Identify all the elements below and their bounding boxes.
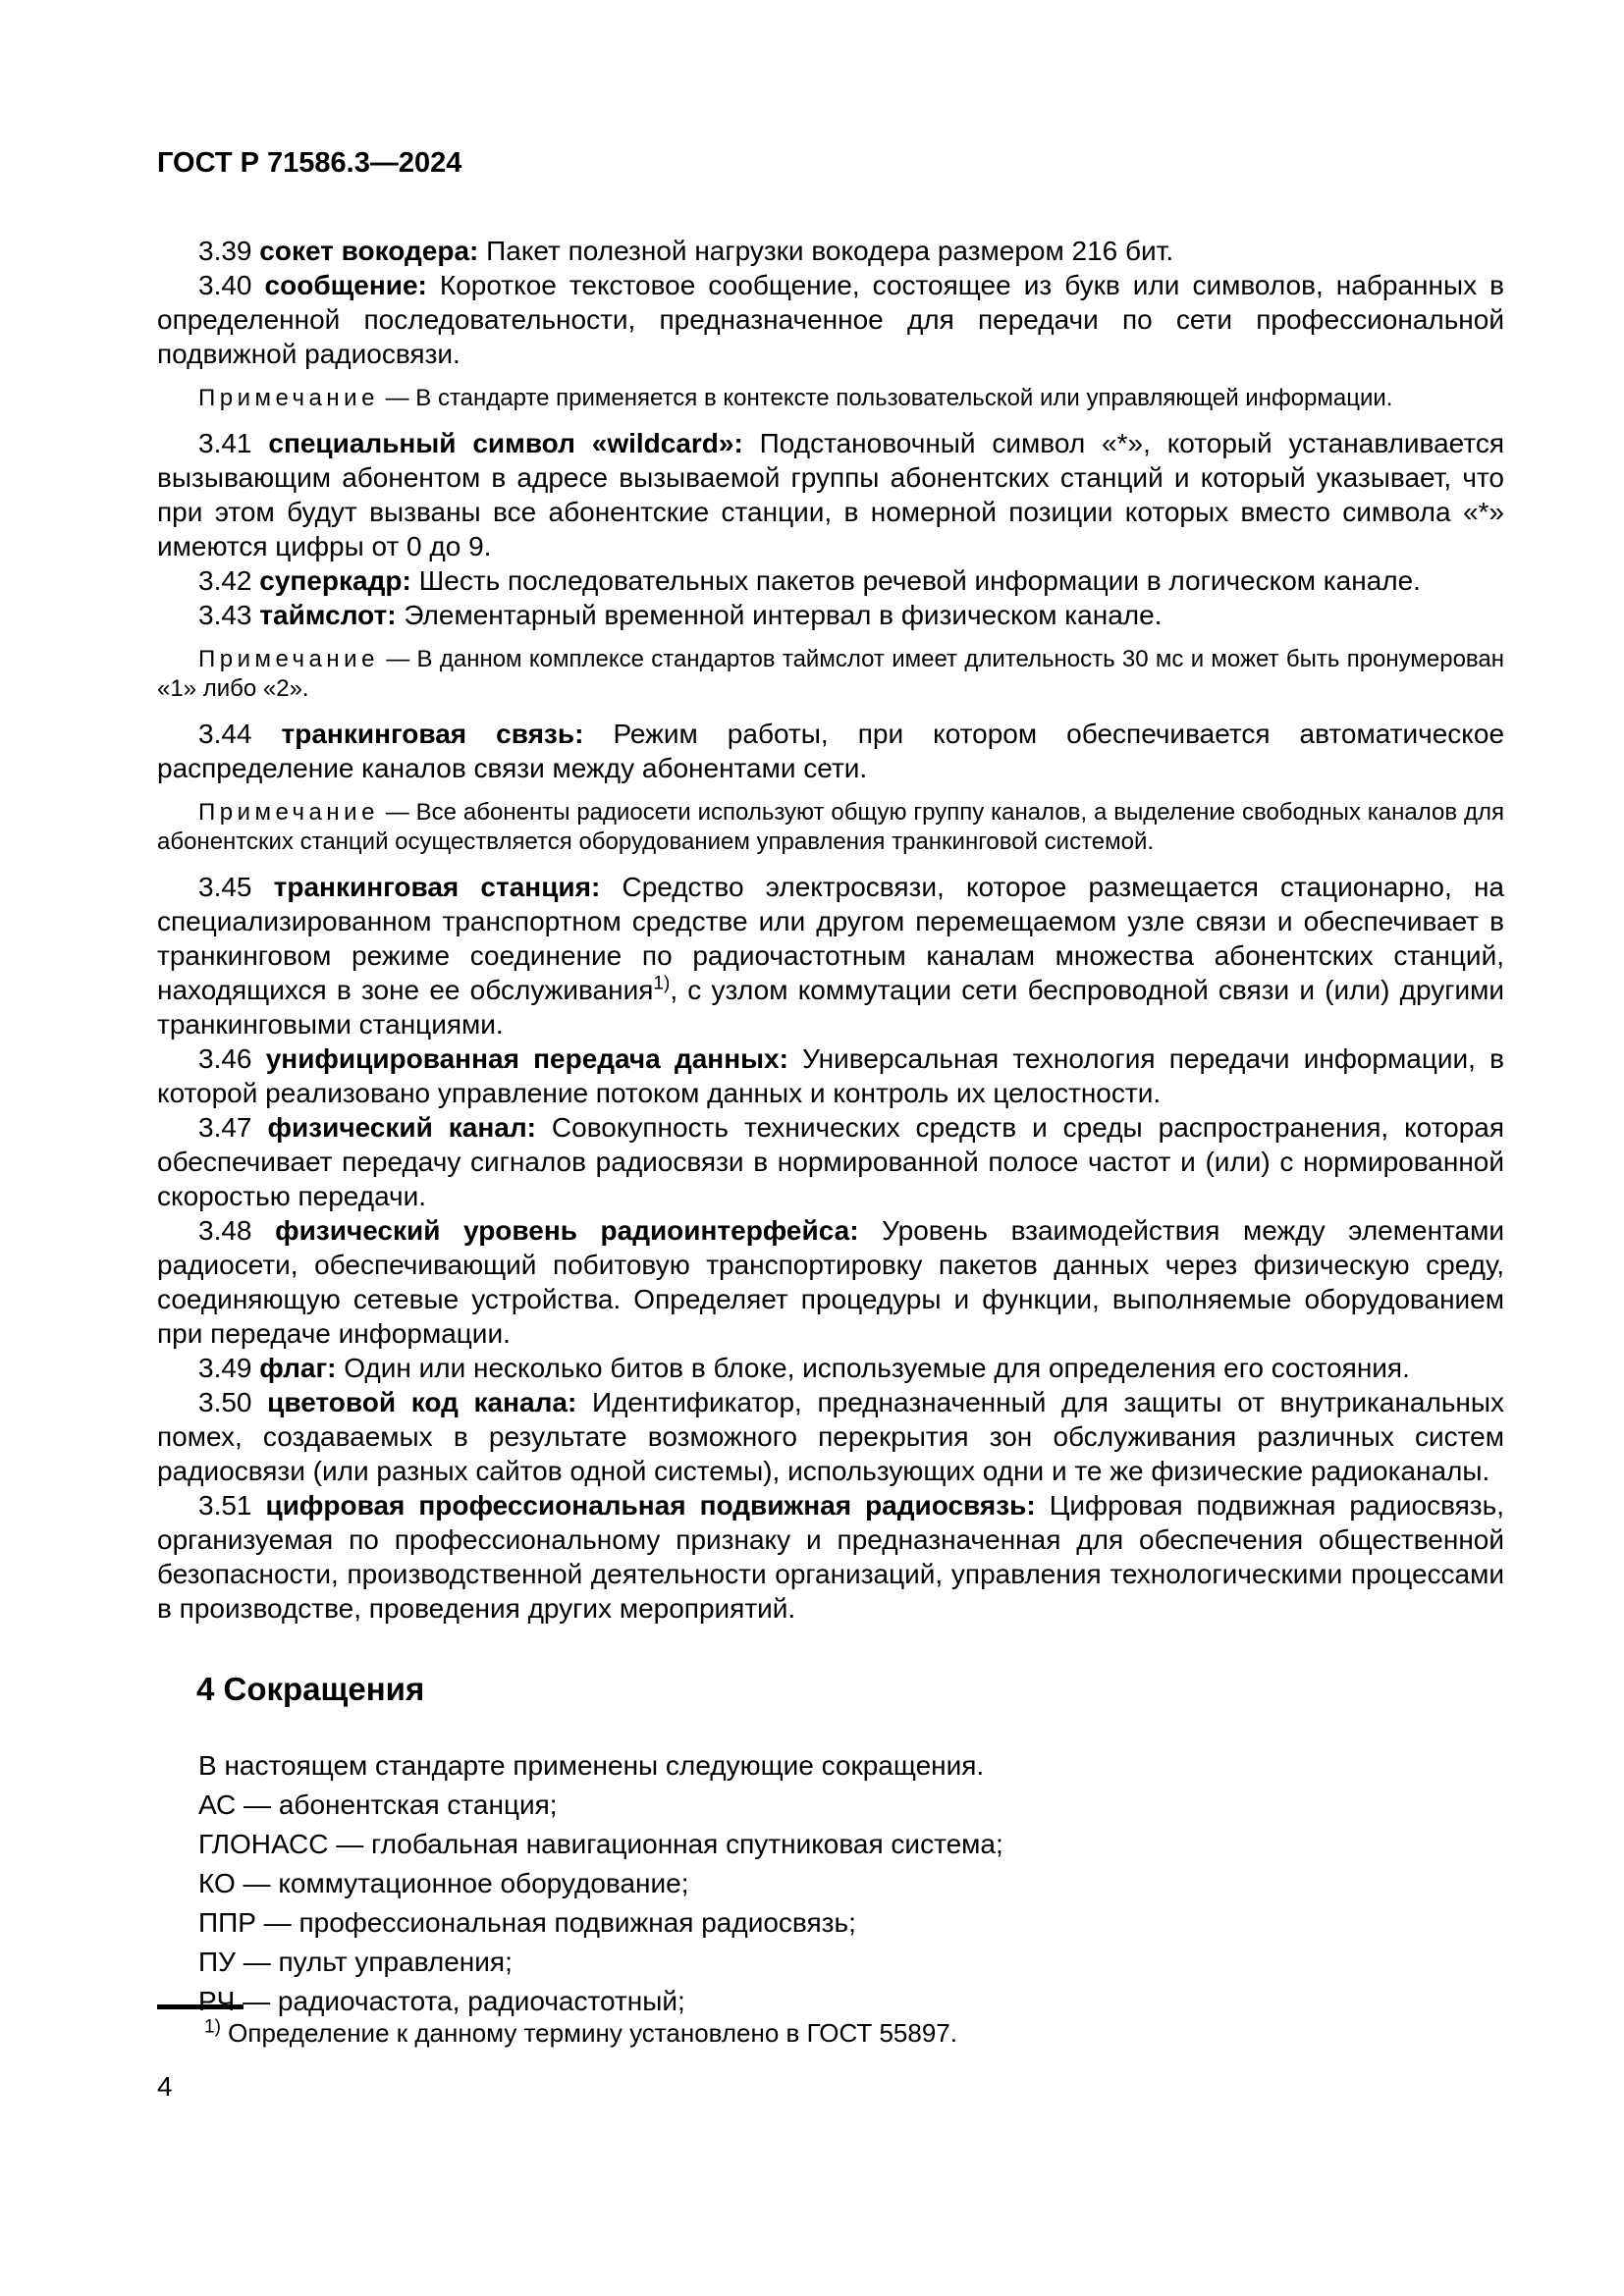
term-number: 3.41 bbox=[198, 428, 252, 458]
term-number: 3.47 bbox=[198, 1112, 252, 1143]
term-name: таймслот: bbox=[259, 600, 397, 630]
term-number: 3.45 bbox=[198, 872, 252, 902]
abbreviation-item-glonass: ГЛОНАСС — глобальная навигационная спутниковая система; bbox=[198, 1829, 1003, 1859]
abbreviations-intro: В настоящем стандарте применены следующие сокращения. bbox=[198, 1750, 985, 1781]
term-name: сообщение: bbox=[264, 270, 427, 300]
page-number: 4 bbox=[157, 2071, 173, 2102]
term-definition: Идентификатор, предназначенный для защиты от внутриканальных помех, создаваемых в результате возможного перекрытия зон обслуживания различных систем радиосвязи (или разных сайтов одной системы), использующих одни и те же физические радиоканалы. bbox=[157, 1387, 1505, 1486]
term-name: транкинговая станция: bbox=[273, 872, 601, 902]
note-text: — В стандарте применяется в контексте пользовательской или управляющей информации. bbox=[385, 385, 1393, 411]
term-number: 3.42 bbox=[198, 565, 252, 596]
term-definition: Цифровая подвижная радиосвязь, организуемая по профессиональному признаку и предназначенная для обеспечения общественной безопасности, производственной деятельности организаций, управления технологическими процессами в производстве, проведения других мероприятий. bbox=[157, 1490, 1505, 1624]
note-text: — Все абоненты радиосети используют общую группу каналов, а выделение свободных каналов для абонентских станций осуществляется оборудованием управления транкинговой системой. bbox=[157, 799, 1504, 855]
note-3-43 bbox=[157, 645, 1504, 704]
term-definition: Короткое текстовое сообщение, состоящее из букв или символов, набранных в определенной последовательности, предназначенное для передачи по сети профессиональной подвижной радиосвязи. bbox=[157, 270, 1504, 369]
term-number: 3.46 bbox=[198, 1043, 252, 1074]
note-text: — В данном комплексе стандартов таймслот имеет длительность 30 мс и может быть пронумерован «1» либо «2». bbox=[157, 646, 1504, 702]
term-3-45 bbox=[157, 870, 1504, 1041]
term-name: суперкадр: bbox=[259, 565, 411, 596]
term-definition-continued: , с узлом коммутации сети беспроводной связи и (или) другими транкинговыми станциями. bbox=[157, 975, 1504, 1040]
footnote bbox=[157, 2004, 1504, 2049]
footnote-body: Определение к данному термину установлено в ГОСТ 55897. bbox=[228, 2018, 957, 2048]
term-definition: Подстановочный символ «*», который устанавливается вызывающим абонентом в адресе вызываемой группы абонентских станций и который указывает, что при этом будут вызваны все абонентские станции, в номерной позиции которых вместо символа «*» имеются цифры от 0 до 9. bbox=[157, 428, 1504, 561]
note-label: Примечание bbox=[198, 799, 379, 826]
term-number: 3.43 bbox=[198, 600, 252, 630]
section-4-heading: 4 Сокращения bbox=[196, 1671, 425, 1707]
term-3-42 bbox=[157, 563, 1504, 598]
term-definition: Уровень взаимодействия между элементами радиосети, обеспечивающий побитовую транспортировку пакетов данных через физическую среду, соединяющую сетевые устройства. Определяет процедуры и функции, выполняемые оборудованием при передаче информации. bbox=[157, 1215, 1505, 1349]
term-number: 3.39 bbox=[198, 236, 252, 266]
footnote-text bbox=[157, 2017, 1504, 2049]
term-name: сокет вокодера: bbox=[259, 236, 479, 266]
note-label: Примечание bbox=[198, 385, 379, 411]
term-name: цифровая профессиональная подвижная радиосвязь: bbox=[265, 1490, 1036, 1521]
term-3-49 bbox=[157, 1351, 1504, 1385]
term-name: транкинговая связь: bbox=[281, 719, 584, 749]
term-definition: Шесть последовательных пакетов речевой информации в логическом канале. bbox=[418, 565, 1421, 596]
term-3-40 bbox=[157, 268, 1504, 371]
note-label: Примечание bbox=[198, 646, 379, 672]
term-3-44 bbox=[157, 717, 1504, 785]
abbreviation-item-pu: ПУ — пульт управления; bbox=[198, 1947, 513, 1977]
footnote-reference: 1) bbox=[653, 973, 671, 994]
footnote-rule bbox=[157, 2004, 244, 2009]
running-header: ГОСТ Р 71586.3—2024 bbox=[157, 147, 462, 179]
term-name: цветовой код канала: bbox=[267, 1387, 577, 1417]
term-definition: Средство электросвязи, которое размещается стационарно, на специализированном транспортном средстве или другом перемещаемом узле связи и обеспечивает в транкинговом режиме соединение по радиочастотным каналам множества абонентских станций, находящихся в зоне ее обслуживания bbox=[157, 872, 1504, 1005]
term-3-51 bbox=[157, 1488, 1504, 1626]
term-number: 3.51 bbox=[198, 1490, 252, 1521]
term-definition: Режим работы, при котором обеспечивается автоматическое распределение каналов связи между абонентами сети. bbox=[157, 719, 1505, 783]
term-definition: Совокупность технических средств и среды распространения, которая обеспечивает передачу сигналов радиосвязи в нормированной полосе частот и (или) с нормированной скоростью передачи. bbox=[157, 1112, 1505, 1211]
term-3-43 bbox=[157, 598, 1504, 632]
term-definition: Элементарный временной интервал в физическом канале. bbox=[404, 600, 1163, 630]
term-number: 3.48 bbox=[198, 1215, 252, 1246]
abbreviation-item-ko: КО — коммутационное оборудование; bbox=[198, 1868, 689, 1898]
term-definition: Универсальная технология передачи информации, в которой реализовано управление потоком данных и контроль их целостности. bbox=[157, 1043, 1505, 1108]
term-name: унифицированная передача данных: bbox=[265, 1043, 788, 1074]
page-content bbox=[157, 234, 1504, 2019]
term-3-46 bbox=[157, 1041, 1504, 1110]
term-name: физический канал: bbox=[267, 1112, 536, 1143]
term-name: специальный символ «wildcard»: bbox=[268, 428, 743, 458]
abbreviation-item-as: АС — абонентская станция; bbox=[198, 1789, 558, 1820]
term-number: 3.50 bbox=[198, 1387, 252, 1417]
term-number: 3.44 bbox=[198, 719, 252, 749]
footnote-marker: 1) bbox=[204, 2016, 221, 2038]
term-number: 3.40 bbox=[198, 270, 252, 300]
term-3-50 bbox=[157, 1385, 1504, 1488]
term-definition: Пакет полезной нагрузки вокодера размером 216 бит. bbox=[486, 236, 1174, 266]
abbreviation-item-rch: РЧ — радиочастота, радиочастотный; bbox=[198, 1986, 685, 2016]
note-3-44 bbox=[157, 798, 1504, 857]
term-3-41 bbox=[157, 426, 1504, 563]
term-3-47 bbox=[157, 1110, 1504, 1213]
term-3-39 bbox=[157, 234, 1504, 268]
term-name: флаг: bbox=[259, 1353, 337, 1383]
term-name: физический уровень радиоинтерфейса: bbox=[275, 1215, 859, 1246]
term-3-48 bbox=[157, 1213, 1504, 1351]
term-definition: Один или несколько битов в блоке, используемые для определения его состояния. bbox=[344, 1353, 1410, 1383]
term-number: 3.49 bbox=[198, 1353, 252, 1383]
note-3-40 bbox=[157, 384, 1504, 413]
abbreviation-item-ppr: ППР — профессиональная подвижная радиосвязь; bbox=[198, 1907, 856, 1938]
